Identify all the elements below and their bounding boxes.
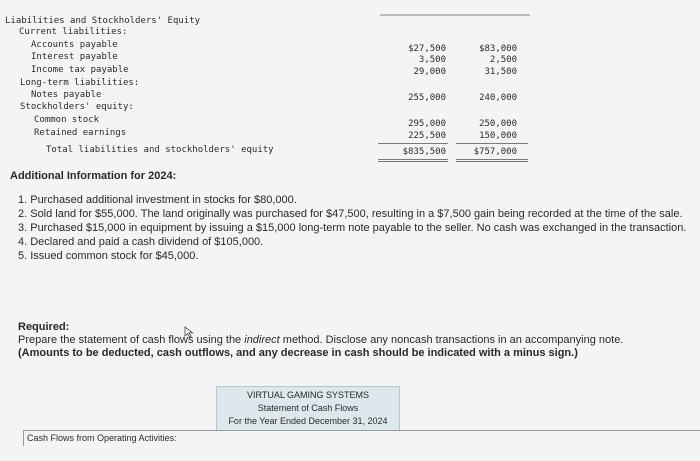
double-rule-2024-a: [378, 159, 448, 160]
bs-current-liabilities-label: Current liabilities:: [19, 27, 128, 37]
additional-information: [10, 170, 700, 264]
cash-flows-operating-row[interactable]: [23, 430, 700, 446]
info-item-2: 2. Sold land for $55,000. The land originally was purchased for $47,500, resulting in a $7,500 gain being recorded at the time of the sale.: [18, 208, 683, 220]
info-item-4: 4. Declared and paid a cash dividend of $105,000.: [18, 236, 264, 248]
bs-stockholders-equity-label: Stockholders' equity:: [20, 102, 134, 112]
info-item-3: 3. Purchased $15,000 in equipment by issuing a $15,000 long-term note payable to the seller. No cash was exchanged in the transaction.: [18, 222, 687, 234]
required-text: Prepare the statement of cash flows using the indirect method. Disclose any noncash transactions in an accompanying note.: [18, 334, 624, 346]
bs-retained-earnings-2023: 150,000: [479, 131, 517, 141]
bs-income-tax-payable-2023: 31,500: [484, 67, 517, 77]
bs-notes-payable-2024: 255,000: [408, 93, 446, 103]
indirect-emphasis: indirect: [244, 334, 280, 346]
bs-retained-earnings-2024: 225,500: [408, 131, 446, 141]
additional-info-heading: Additional Information for 2024:: [10, 170, 177, 182]
statement-title: Statement of Cash Flows: [257, 403, 359, 413]
bs-common-stock-2023: 250,000: [479, 119, 517, 129]
bs-total-2024: $835,500: [402, 147, 446, 157]
required-note: (Amounts to be deducted, cash outflows, and any decrease in cash should be indicated with a minus sign.): [18, 347, 578, 359]
statement-company: VIRTUAL GAMING SYSTEMS: [246, 390, 370, 400]
bs-accounts-payable-label: Accounts payable: [31, 40, 118, 50]
bs-accounts-payable-2023: $83,000: [479, 44, 517, 54]
bs-accounts-payable-2024: $27,500: [408, 44, 446, 54]
required-label: Required:: [18, 321, 70, 333]
additional-info-list: [10, 194, 700, 263]
bs-common-stock-label: Common stock: [34, 115, 100, 125]
bs-heading: Liabilities and Stockholders' Equity: [5, 16, 201, 26]
bs-retained-earnings-label: Retained earnings: [34, 128, 127, 138]
bs-long-term-liabilities-label: Long-term liabilities:: [20, 78, 140, 88]
total-rule-2024: [378, 143, 448, 144]
bs-notes-payable-label: Notes payable: [31, 90, 102, 100]
bs-notes-payable-2023: 240,000: [479, 93, 517, 103]
double-rule-2023-a: [456, 159, 528, 160]
bs-common-stock-2024: 295,000: [408, 119, 446, 129]
double-rule-2023-b: [456, 161, 528, 162]
total-rule-2023: [456, 143, 528, 144]
bs-total-2023: $757,000: [473, 147, 517, 157]
info-item-5: 5. Issued common stock for $45,000.: [18, 250, 199, 262]
bs-interest-payable-label: Interest payable: [31, 52, 118, 62]
column-top-rule: [380, 14, 530, 16]
cash-flows-operating-label: Cash Flows from Operating Activities:: [27, 433, 177, 443]
double-rule-2024-b: [378, 161, 448, 162]
statement-period: For the Year Ended December 31, 2024: [228, 416, 388, 426]
bs-total-label: Total liabilities and stockholders' equity: [46, 145, 274, 155]
bs-interest-payable-2024: 3,500: [418, 55, 446, 65]
bs-income-tax-payable-label: Income tax payable: [31, 65, 129, 75]
info-item-1: 1. Purchased additional investment in stocks for $80,000.: [18, 194, 297, 206]
required-section: [18, 321, 700, 360]
balance-sheet: [0, 0, 700, 170]
bs-interest-payable-2023: 2,500: [489, 55, 517, 65]
bs-income-tax-payable-2024: 29,000: [413, 67, 446, 77]
